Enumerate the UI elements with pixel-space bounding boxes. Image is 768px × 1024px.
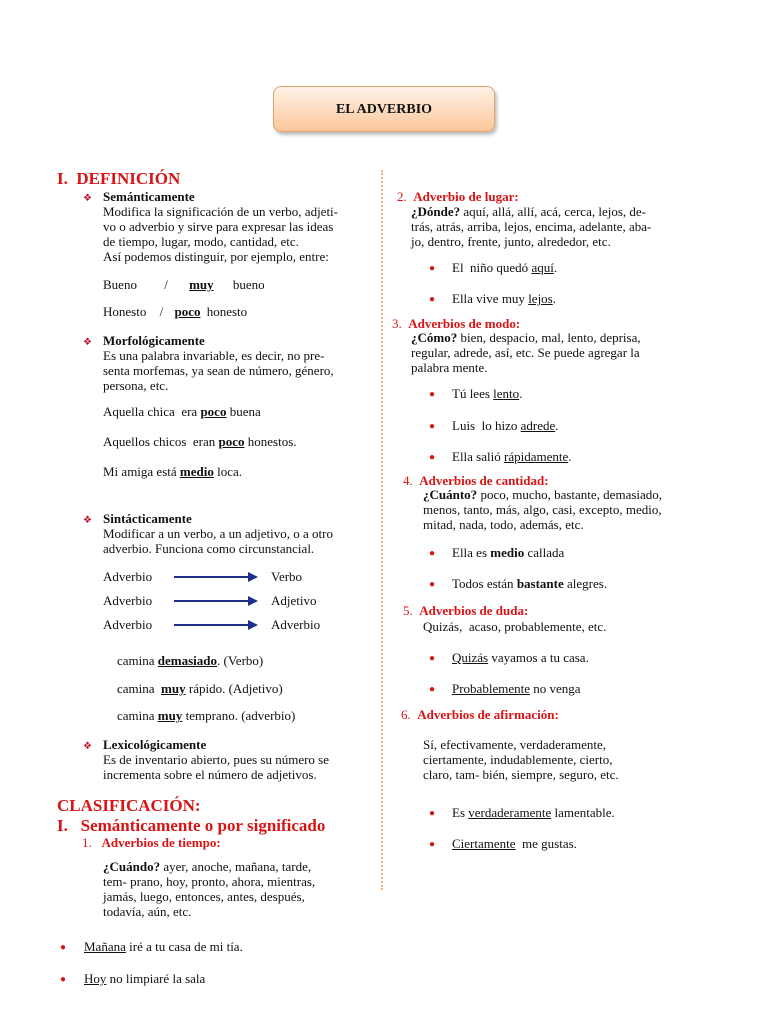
diamond-bullet-icon: ❖ bbox=[83, 515, 92, 526]
diamond-bullet-icon: ❖ bbox=[83, 337, 92, 348]
bullet-icon: ● bbox=[429, 684, 436, 695]
duda-heading bbox=[403, 603, 528, 618]
arrow-line bbox=[174, 624, 250, 626]
arrow-right-icon bbox=[248, 572, 258, 582]
bullet-icon: ● bbox=[429, 653, 436, 664]
example-text: Ella vive muy bbox=[452, 291, 529, 306]
example-text: no limpiaré la sala bbox=[106, 971, 206, 986]
tiempo-heading bbox=[82, 835, 221, 850]
lugar-num: 2. bbox=[397, 189, 407, 204]
modo-question: ¿Cómo? bbox=[411, 330, 458, 345]
text-line: adverbio. Funciona como circunstancial. bbox=[103, 541, 315, 556]
example-adverb: aquí bbox=[531, 260, 554, 275]
text-line: de tiempo, lugar, modo, cantidad, etc. bbox=[103, 234, 299, 249]
bullet-icon: ● bbox=[429, 389, 436, 400]
example-line bbox=[452, 836, 577, 851]
example-line bbox=[452, 418, 559, 433]
arrow-from-label: Adverbio bbox=[103, 593, 153, 608]
bullet-icon: ● bbox=[429, 579, 436, 590]
text-line: todavía, aún, etc. bbox=[103, 904, 192, 919]
text-line bbox=[411, 204, 693, 219]
example-adverb: medio bbox=[490, 545, 525, 560]
example-text: El niño quedó bbox=[452, 260, 532, 275]
cantidad-heading bbox=[403, 473, 549, 488]
afirmacion-text bbox=[423, 737, 645, 782]
example-adverb: demasiado bbox=[157, 653, 218, 668]
text-line: ciertamente, indudablemente, cierto, bbox=[423, 752, 613, 767]
example-adverb: poco bbox=[218, 434, 245, 449]
tiempo-num: 1. bbox=[82, 835, 92, 850]
tiempo-question: ¿Cuándo? bbox=[103, 859, 161, 874]
bullet-icon: ● bbox=[429, 294, 436, 305]
arrow-right-icon bbox=[248, 620, 258, 630]
example-adverb: Hoy bbox=[84, 971, 107, 986]
example-adverb: Mañana bbox=[84, 939, 126, 954]
bullet-icon: ● bbox=[60, 942, 67, 953]
example-text: . bbox=[568, 449, 572, 464]
text-fragment: bien, despacio, mal, lento, deprisa, bbox=[457, 330, 641, 345]
example-line bbox=[452, 386, 522, 401]
example-line bbox=[117, 708, 295, 723]
arrow-right-icon bbox=[248, 596, 258, 606]
example-text: loca. bbox=[213, 464, 243, 479]
bullet-icon: ● bbox=[60, 974, 67, 985]
example-text: . bbox=[553, 260, 558, 275]
duda-label: Adverbios de duda: bbox=[419, 603, 529, 618]
morfologica-text bbox=[103, 348, 365, 393]
arrow-from-label: Adverbio bbox=[103, 569, 153, 584]
example-adverb: Ciertamente bbox=[452, 836, 516, 851]
example-adverb: muy bbox=[157, 708, 183, 723]
example-adverb: lento bbox=[493, 386, 520, 401]
example-separator: / bbox=[159, 304, 164, 319]
example-line bbox=[452, 291, 556, 306]
text-line: claro, tam- bién, siempre, seguro, etc. bbox=[423, 767, 619, 782]
example-text: no venga bbox=[529, 681, 581, 696]
example-line bbox=[452, 449, 572, 464]
morfologica-label: Morfológicamente bbox=[103, 333, 205, 348]
tiempo-label: Adverbios de tiempo: bbox=[101, 835, 221, 850]
diamond-bullet-icon: ❖ bbox=[83, 741, 92, 752]
cantidad-label: Adverbios de cantidad: bbox=[419, 473, 549, 488]
text-fragment: poco, mucho, bastante, demasiado, bbox=[477, 487, 663, 502]
lugar-text bbox=[411, 204, 693, 249]
text-line bbox=[411, 330, 693, 345]
text-line: trás, atrás, arriba, lejos, encima, adelante, aba- bbox=[411, 219, 652, 234]
example-line bbox=[452, 576, 607, 591]
example-line bbox=[117, 681, 283, 696]
example-text: . bbox=[519, 386, 523, 401]
tiempo-text bbox=[103, 859, 357, 919]
definicion-heading bbox=[57, 169, 180, 189]
afirmacion-label: Adverbios de afirmación: bbox=[417, 707, 559, 722]
column-divider bbox=[381, 170, 383, 890]
afirmacion-num: 6. bbox=[401, 707, 411, 722]
lugar-label: Adverbio de lugar: bbox=[413, 189, 519, 204]
lugar-heading bbox=[397, 189, 519, 204]
arrow-line bbox=[174, 600, 250, 602]
example-text: Ella es bbox=[452, 545, 491, 560]
text-line: Modifica la significación de un verbo, adjeti- bbox=[103, 204, 339, 219]
page-title: EL ADVERBIO bbox=[273, 86, 495, 132]
example-word: bueno bbox=[232, 277, 265, 292]
definicion-heading-text: DEFINICIÓN bbox=[76, 169, 181, 188]
text-line: Modificar a un verbo, a un adjetivo, o a otro bbox=[103, 526, 333, 541]
example-separator: / bbox=[164, 277, 168, 292]
example-line bbox=[84, 939, 243, 954]
arrow-from-label: Adverbio bbox=[103, 617, 153, 632]
semantica-label: Semánticamente bbox=[103, 189, 195, 204]
text-line: Es de inventario abierto, pues su número se bbox=[103, 752, 329, 767]
example-text: . bbox=[555, 418, 559, 433]
text-line: tem- prano, hoy, pronto, ahora, mientras, bbox=[103, 874, 316, 889]
text-line: menos, tanto, más, algo, casi, excepto, medio, bbox=[423, 502, 662, 517]
example-adverb: Quizás bbox=[452, 650, 489, 665]
cantidad-question: ¿Cuánto? bbox=[423, 487, 478, 502]
example-line bbox=[103, 404, 261, 419]
bullet-icon: ● bbox=[429, 263, 436, 274]
lugar-question: ¿Dónde? bbox=[411, 204, 461, 219]
subheading-text: Semánticamente o por significado bbox=[80, 816, 326, 835]
example-adverb: lejos bbox=[528, 291, 553, 306]
example-adverb: muy bbox=[161, 681, 186, 696]
example-line bbox=[452, 681, 581, 696]
example-text: callada bbox=[524, 545, 565, 560]
clasificacion-heading: CLASIFICACIÓN: bbox=[57, 796, 201, 815]
arrow-to-label: Adjetivo bbox=[271, 593, 317, 608]
example-line bbox=[452, 650, 589, 665]
text-line: persona, etc. bbox=[103, 378, 169, 393]
example-bueno bbox=[103, 277, 265, 292]
subheading-num: I. bbox=[57, 816, 68, 835]
example-text: . bbox=[552, 291, 556, 306]
example-line bbox=[452, 260, 557, 275]
example-text: camina bbox=[117, 681, 162, 696]
example-adverb: rápidamente bbox=[504, 449, 569, 464]
example-text: Aquella chica era bbox=[103, 404, 201, 419]
example-text: Es bbox=[452, 805, 469, 820]
text-line: regular, adrede, así, etc. Se puede agregar la bbox=[411, 345, 640, 360]
arrow-line bbox=[174, 576, 250, 578]
modo-heading bbox=[392, 316, 520, 331]
text-line: palabra mente. bbox=[411, 360, 488, 375]
example-text: vayamos a tu casa. bbox=[488, 650, 589, 665]
example-line bbox=[103, 464, 242, 479]
modo-text bbox=[411, 330, 693, 375]
text-line: jo, dentro, frente, junto, alrededor, etc. bbox=[411, 234, 611, 249]
example-honesto bbox=[103, 304, 247, 319]
lexicologica-label: Lexicológicamente bbox=[103, 737, 207, 752]
sintactica-label: Sintácticamente bbox=[103, 511, 192, 526]
example-line bbox=[103, 434, 297, 449]
example-text: Luis lo hizo bbox=[452, 418, 521, 433]
afirmacion-heading bbox=[401, 707, 559, 722]
text-fragment: ayer, anoche, mañana, tarde, bbox=[160, 859, 312, 874]
cantidad-num: 4. bbox=[403, 473, 413, 488]
text-line: Así podemos distinguir, por ejemplo, entre: bbox=[103, 249, 329, 264]
bullet-icon: ● bbox=[429, 452, 436, 463]
text-fragment: aquí, allá, allí, acá, cerca, lejos, de- bbox=[460, 204, 646, 219]
lexicologica-text bbox=[103, 752, 365, 782]
example-text: . (Verbo) bbox=[217, 653, 264, 668]
example-adverb: muy bbox=[189, 277, 214, 292]
example-adverb: verdaderamente bbox=[468, 805, 552, 820]
cantidad-text bbox=[423, 487, 693, 532]
duda-text: Quizás, acaso, probablemente, etc. bbox=[423, 619, 607, 634]
bullet-icon: ● bbox=[429, 839, 436, 850]
text-line bbox=[423, 487, 693, 502]
example-line bbox=[452, 805, 615, 820]
clasificacion-subheading bbox=[57, 816, 325, 836]
example-word: honesto bbox=[206, 304, 248, 319]
example-text: Ella salió bbox=[452, 449, 504, 464]
example-text: honestos. bbox=[244, 434, 297, 449]
example-text: temprano. (adverbio) bbox=[182, 708, 296, 723]
example-adverb: adrede bbox=[520, 418, 556, 433]
text-line: Es una palabra invariable, es decir, no pre- bbox=[103, 348, 325, 363]
bullet-icon: ● bbox=[429, 421, 436, 432]
text-line bbox=[103, 859, 357, 874]
example-text: camina bbox=[117, 708, 158, 723]
example-text: Aquellos chicos eran bbox=[103, 434, 219, 449]
text-line: Sí, efectivamente, verdaderamente, bbox=[423, 737, 606, 752]
example-text: iré a tu casa de mi tía. bbox=[125, 939, 243, 954]
example-word: Honesto bbox=[103, 304, 147, 319]
example-text: Todos están bbox=[452, 576, 517, 591]
bullet-icon: ● bbox=[429, 808, 436, 819]
text-line: senta morfemas, ya sean de número, género, bbox=[103, 363, 334, 378]
example-word: Bueno bbox=[103, 277, 137, 292]
example-text: camina bbox=[117, 653, 158, 668]
text-line: incrementa sobre el número de adjetivos. bbox=[103, 767, 317, 782]
text-line: jamás, luego, entonces, antes, después, bbox=[103, 889, 305, 904]
sintactica-text bbox=[103, 526, 365, 556]
example-adverb: bastante bbox=[516, 576, 564, 591]
example-line bbox=[117, 653, 263, 668]
text-line: mitad, nada, todo, además, etc. bbox=[423, 517, 584, 532]
example-text: rápido. (Adjetivo) bbox=[185, 681, 283, 696]
example-text: buena bbox=[226, 404, 261, 419]
definicion-heading-num: I. bbox=[57, 169, 68, 188]
diamond-bullet-icon: ❖ bbox=[83, 193, 92, 204]
example-text: Mi amiga está bbox=[103, 464, 180, 479]
example-text: alegres. bbox=[563, 576, 608, 591]
duda-num: 5. bbox=[403, 603, 413, 618]
modo-label: Adverbios de modo: bbox=[408, 316, 521, 331]
example-line bbox=[84, 971, 205, 986]
example-text: me gustas. bbox=[515, 836, 577, 851]
example-adverb: poco bbox=[200, 404, 227, 419]
text-line: vo o adverbio y sirve para expresar las ideas bbox=[103, 219, 334, 234]
example-text: lamentable. bbox=[551, 805, 615, 820]
semantica-text bbox=[103, 204, 365, 264]
modo-num: 3. bbox=[392, 316, 402, 331]
example-adverb: medio bbox=[179, 464, 214, 479]
arrow-to-label: Verbo bbox=[271, 569, 303, 584]
example-adverb: poco bbox=[174, 304, 201, 319]
example-line bbox=[452, 545, 564, 560]
arrow-to-label: Adverbio bbox=[271, 617, 321, 632]
bullet-icon: ● bbox=[429, 548, 436, 559]
example-text: Tú lees bbox=[452, 386, 494, 401]
example-adverb: Probablemente bbox=[452, 681, 530, 696]
